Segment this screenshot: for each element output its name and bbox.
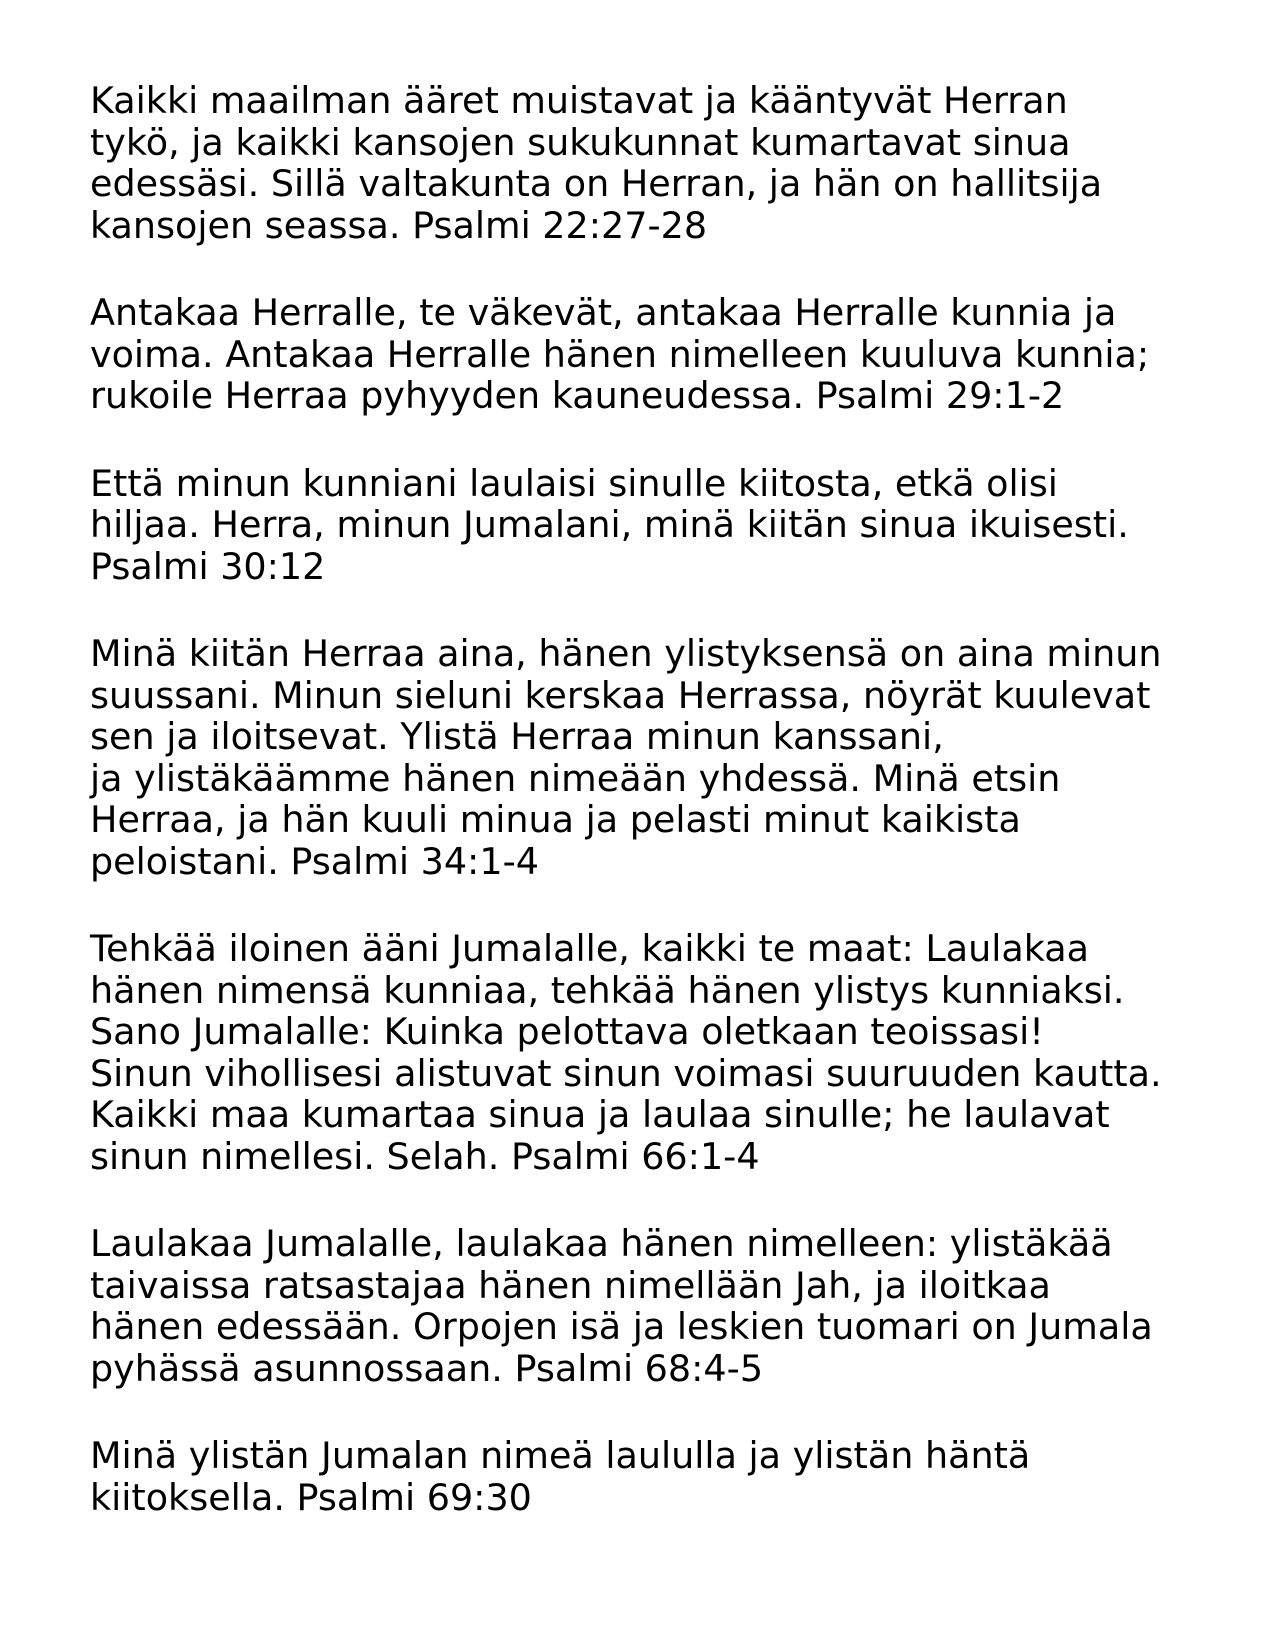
verse-paragraph [90,633,1240,882]
text-line: Laulakaa Jumalalle, laulakaa hänen nimelleen: ylistäkää [90,1222,1113,1265]
text-line: hiljaa. Herra, minun Jumalani, minä kiitän sinua ikuisesti. [90,503,1129,546]
text-line: Antakaa Herralle, te väkevät, antakaa Herralle kunnia ja [90,291,1117,334]
text-line: taivaissa ratsastajaa hänen nimellään Jah, ja iloitkaa [90,1263,1051,1307]
verse-paragraph [90,80,1240,246]
verse-paragraph [90,292,1240,417]
text-line: suussani. Minun sieluni kerskaa Herrassa, nöyrät kuulevat [90,673,1151,717]
text-line: pyhässä asunnossaan. Psalmi 68:4-5 [90,1346,764,1390]
verse-paragraph [90,463,1240,588]
text-line: sen ja iloitsevat. Ylistä Herraa minun kanssani, [90,715,944,758]
text-line: ja ylistäkäämme hänen nimeään yhdessä. Minä etsin [90,756,1061,800]
text-line: Sinun vihollisesi alistuvat sinun voimasi suuruuden kautta. [90,1051,1162,1095]
document-page [90,80,1240,1564]
text-line: edessäsi. Sillä valtakunta on Herran, ja hän on hallitsija [90,162,1103,205]
text-line: kiitoksella. Psalmi 69:30 [90,1475,532,1519]
text-line: Minä ylistän Jumalan nimeä laululla ja ylistän häntä [90,1434,1031,1477]
text-line: voima. Antakaa Herralle hänen nimelleen kuuluva kunnia; [90,332,1150,376]
text-line: Kaikki maailman ääret muistavat ja kääntyvät Herran [90,79,1068,122]
text-line: Kaikki maa kumartaa sinua ja laulaa sinulle; he laulavat [90,1093,1110,1136]
text-line: Tehkää iloinen ääni Jumalalle, kaikki te maat: Laulakaa [90,927,1089,970]
text-line: Herraa, ja hän kuuli minua ja pelasti minut kaikista [90,798,1021,841]
text-line: rukoile Herraa pyhyyden kauneudessa. Psalmi 29:1-2 [90,374,1065,417]
text-line: sinun nimellesi. Selah. Psalmi 66:1-4 [90,1134,760,1178]
text-line: Psalmi 30:12 [90,544,326,588]
text-line: Että minun kunniani laulaisi sinulle kiitosta, etkä olisi [90,461,1058,505]
text-line: tykö, ja kaikki kansojen sukukunnat kumartavat sinua [90,120,1071,164]
text-line: hänen edessään. Orpojen isä ja leskien tuomari on Jumala [90,1305,1153,1348]
text-line: Minä kiitän Herraa aina, hänen ylistyksensä on aina minun [90,632,1162,675]
verse-paragraph [90,1223,1240,1389]
text-line: Sano Jumalalle: Kuinka pelottava oletkaan teoissasi! [90,1010,1044,1053]
text-line: peloistani. Psalmi 34:1-4 [90,839,539,883]
verse-paragraph [90,928,1240,1177]
text-line: kansojen seassa. Psalmi 22:27-28 [90,203,708,247]
text-line: hänen nimensä kunniaa, tehkää hänen ylistys kunniaksi. [90,968,1125,1012]
verse-paragraph [90,1435,1240,1518]
